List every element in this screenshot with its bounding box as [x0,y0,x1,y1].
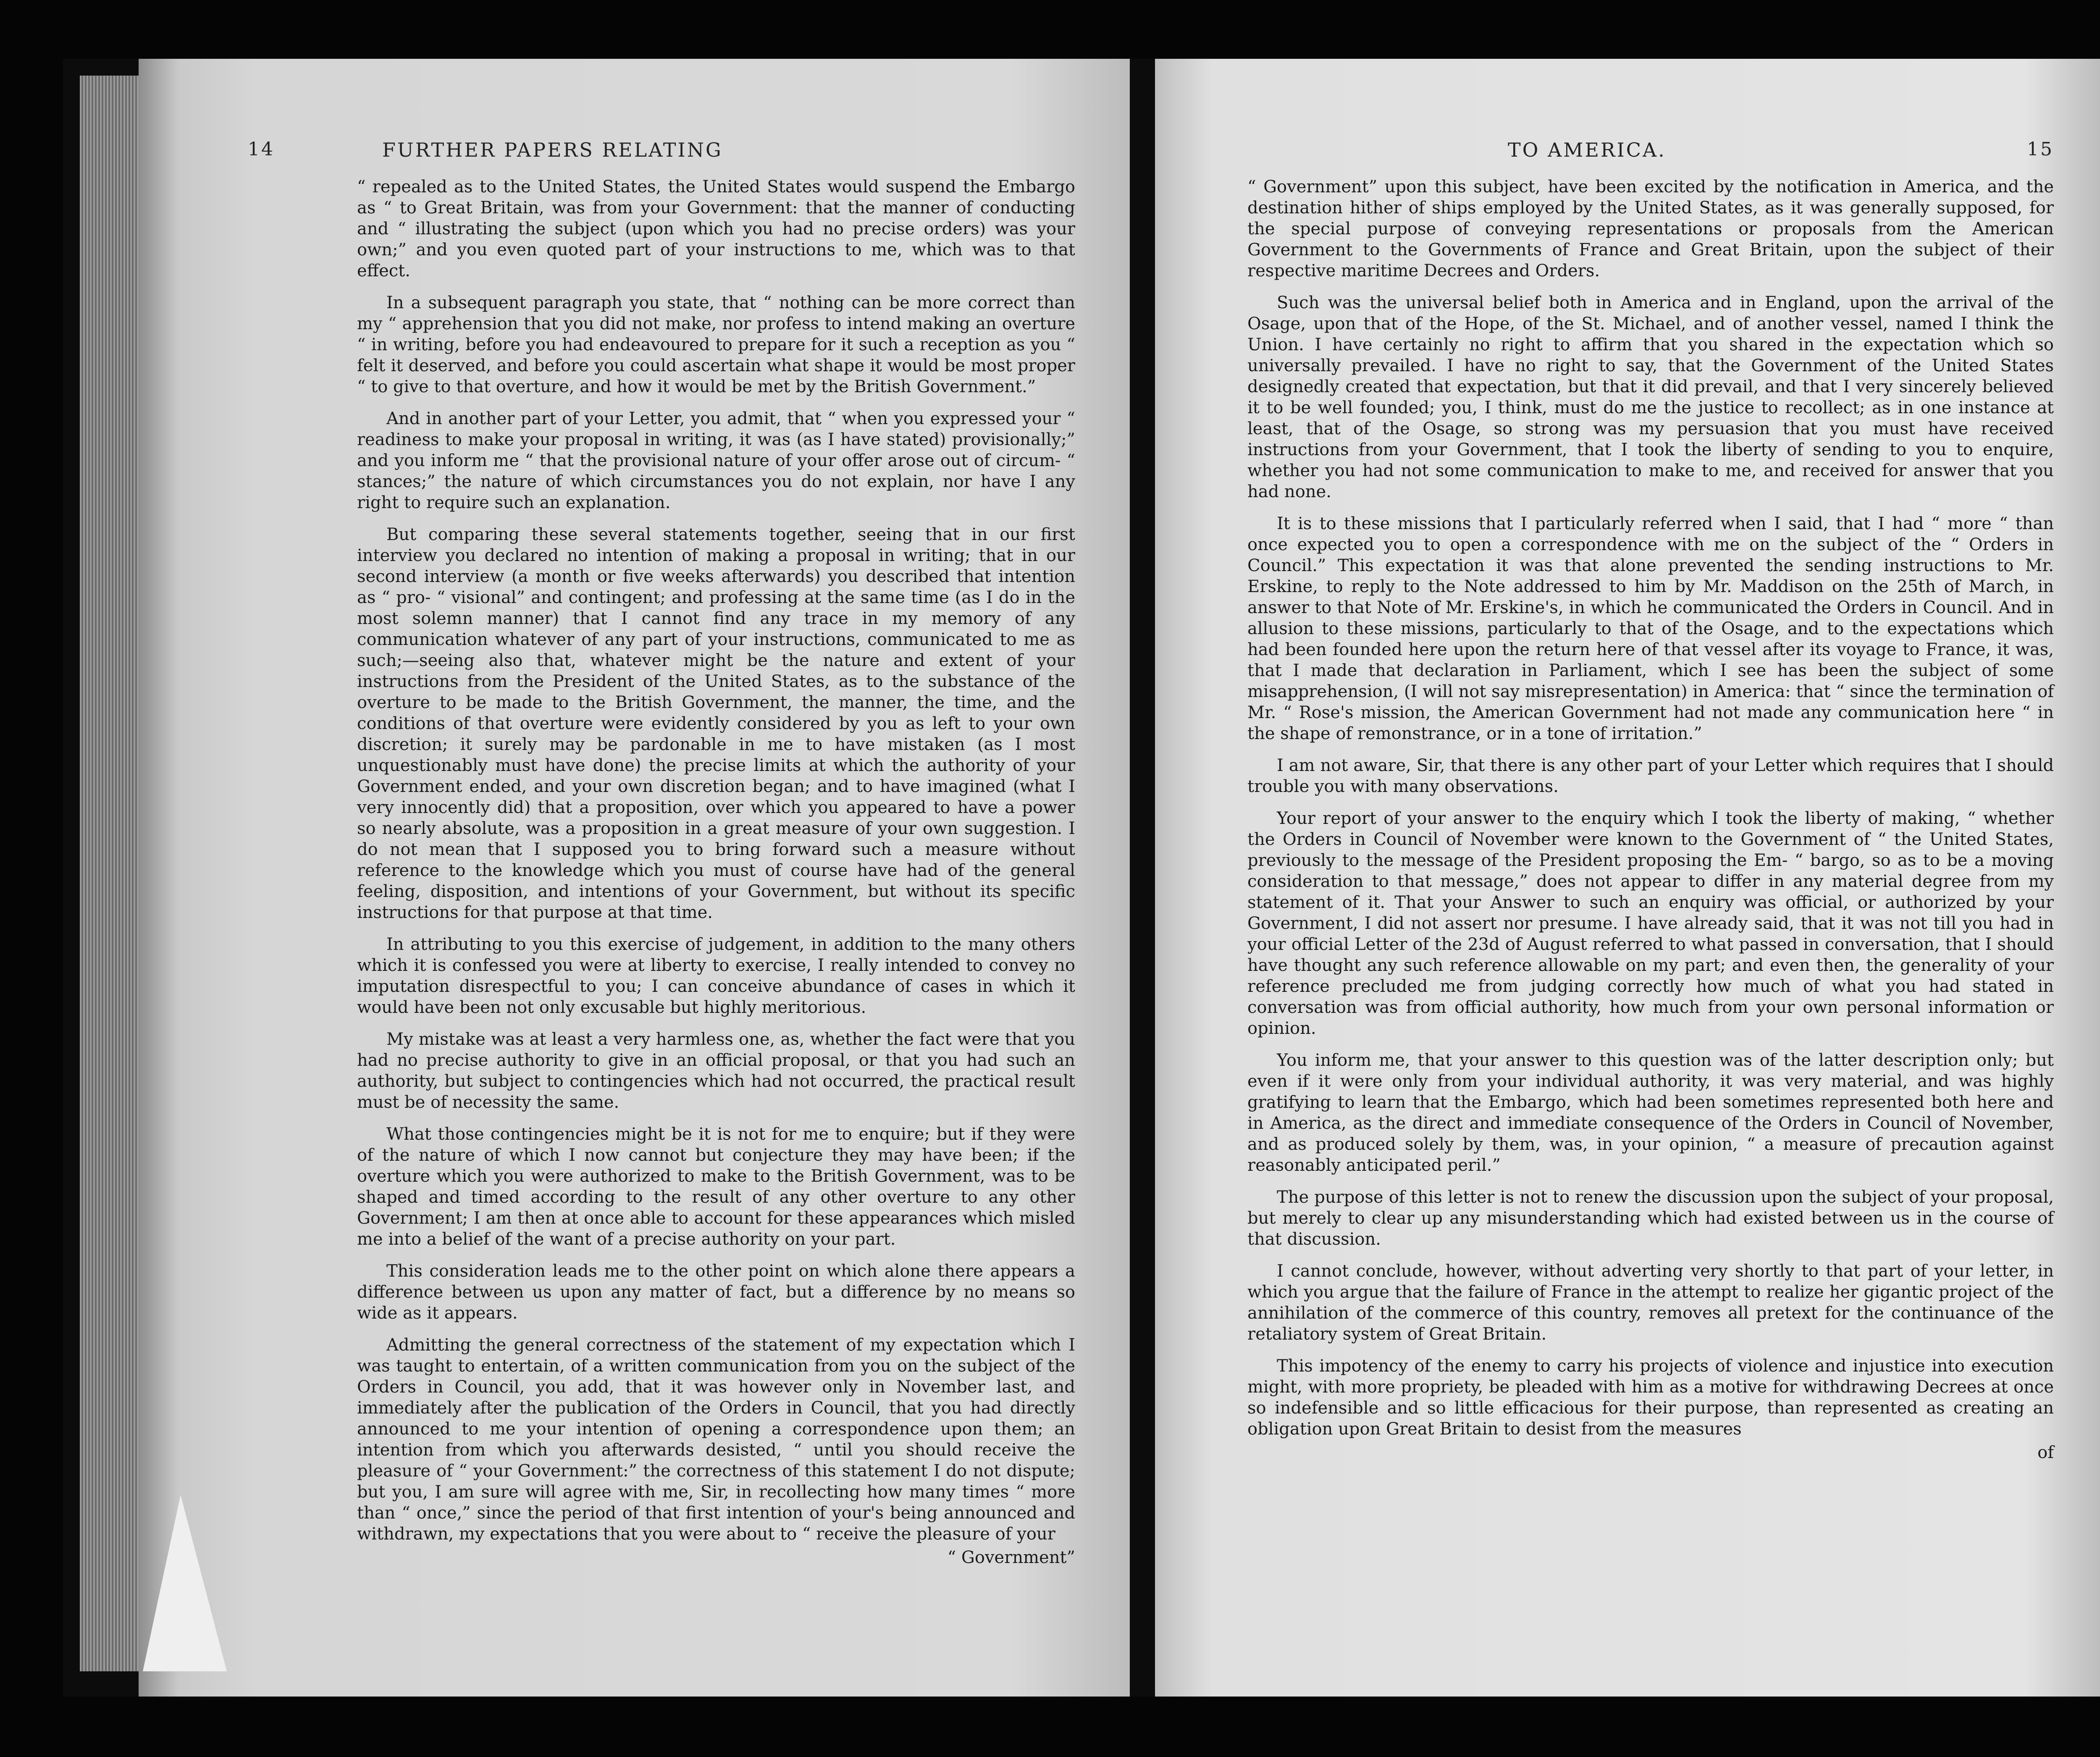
right-paragraph: I am not aware, Sir, that there is any other part of your Letter which requires that I should trouble you with many observations. [1247,756,2054,796]
right-paragraph: I cannot conclude, however, without adverting very shortly to that part of your letter, in which you argue that the failure of France in the attempt to realize her gigantic project of the annihilation of the commerce of this country, removes all pretext for the continuance of the retaliatory system of Great Britain. [1247,1261,2054,1344]
left-paragraph: This consideration leads me to the other point on which alone there appears a difference between us upon any matter of fact, but a difference by no means so wide as it appears. [357,1261,1075,1323]
right-paragraph: Such was the universal belief both in America and in England, upon the arrival of the Osage, upon that of the Hope, of the St. Michael, and of another vessel, named I think the Union. I have certainly no right to affirm that you shared in the expectation which so universally prevailed. I have no right to say, that the Government of the United States designedly created that expectation, but that it did prevail, and that I very sincerely believed it to be well founded; you, I think, must do me the justice to recollect; as in one instance at least, that of the Osage, so strong was my persuasion that you must have received instructions from your Government, that I took the liberty of sending to you to enquire, whether you had not some communication to make to me, and received for answer that you had none. [1247,293,2054,501]
left-paragraph: “ repealed as to the United States, the United States would suspend the Embargo as “ to Great Britain, was from your Government: that the manner of conducting and “ illustrating the subject (upon which you had no precise orders) was your own;” and you even quoted part of your instructions to me, which was to that effect. [357,177,1075,281]
left-paragraph: And in another part of your Letter, you admit, that “ when you expressed your “ readiness to make your proposal in writing, it was (as I have stated) provisionally;” and you inform me “ that the provisional nature of your offer arose out of circum- “ stances;” the nature of which circumstances you do not explain, nor have I any right to require such an explanation. [357,409,1075,512]
right-paragraph: You inform me, that your answer to this question was of the latter description only; but even if it were only from your individual authority, it was very material, and was highly gratifying to learn that the Embargo, which had been sometimes represented both here and in America, as the direct and immediate consequence of the Orders in Council of November, and as produced solely by them, was, in your opinion, “ a measure of precaution against reasonably anticipated peril.” [1247,1051,2054,1175]
right-paragraph: It is to these missions that I particularly referred when I said, that I had “ more “ than once expected you to open a correspondence with me on the subject of the “ Orders in Council.” This expectation it was that alone prevented the sending instructions to Mr. Erskine, to reply to the Note addressed to him by Mr. Maddison on the 25th of March, in answer to that Note of Mr. Erskine's, in which he communicated the Orders in Council. And in allusion to these missions, particularly to that of the Osage, and to the expectations which had been founded here upon the return here of that vessel after its voyage to France, it was, that I made that declaration in Parliament, which I see has been the subject of some misapprehension, (I will not say misrepresentation) in America: that “ since the termination of Mr. “ Rose's mission, the American Government had not made any communication here “ in the shape of remonstrance, or in a tone of irritation.” [1247,514,2054,743]
left-catchword: “ Government” [947,1548,1075,1567]
left-running-head: FURTHER PAPERS RELATING [382,139,723,161]
right-page-header [1247,139,2054,176]
right-page-number: 15 [2027,139,2054,160]
left-paragraph: In a subsequent paragraph you state, that “ nothing can be more correct than my “ apprehension that you did not make, nor profess to intend making an overture “ in writing, before you had endeavoured to prepare for it such a reception as you “ felt it deserved, and before you could ascertain what shape it would be most proper “ to give to that overture, and how it would be met by the British Government.” [357,293,1075,396]
right-paragraph: The purpose of this letter is not to renew the discussion upon the subject of your proposal, but merely to clear up any misunderstanding which had existed between us in the course of that discussion. [1247,1188,2054,1249]
left-paragraph: What those contingencies might be it is not for me to enquire; but if they were of the nature of which I now cannot but conjecture they may have been; if the overture which you were authorized to make to the British Government, was to be shaped and timed according to the result of any other overture to any other Government; I am then at once able to account for these appearances which misled me into a belief of the want of a precise authority on your part. [357,1125,1075,1249]
left-paragraph: In attributing to you this exercise of judgement, in addition to the many others which it is confessed you were at liberty to exercise, I really intended to convey no imputation disrespectful to you; I can conceive abundance of cases in which it would have been not only excusable but highly meritorious. [357,935,1075,1017]
right-paragraph: “ Government” upon this subject, have been excited by the notification in America, and the destination hither of ships employed by the United States, as it was generally supposed, for the special purpose of conveying representations or proposals from the American Government to the Governments of France and Great Britain, upon the subject of their respective maritime Decrees and Orders. [1247,177,2054,281]
right-paragraph: This impotency of the enemy to carry his projects of violence and injustice into execution might, with more propriety, be pleaded with him as a motive for withdrawing Decrees at once so indefensible and so little efficacious for their purpose, than represented as creating an obligation upon Great Britain to desist from the measures [1247,1356,2054,1439]
left-page-edges [80,76,139,1671]
left-page-number: 14 [248,139,275,160]
left-page-header [248,139,1075,176]
open-book [63,59,2100,1697]
right-catchword: of [2037,1443,2054,1462]
right-running-head: TO AMERICA. [1508,139,1666,161]
right-page [1155,59,2100,1697]
left-paragraph: My mistake was at least a very harmless one, as, whether the fact were that you had no precise authority to give in an official proposal, or that you had such an authority, but subject to contingencies which had not occurred, the practical result must be of necessity the same. [357,1030,1075,1112]
right-paragraph: Your report of your answer to the enquiry which I took the liberty of making, “ whether the Orders in Council of November were known to the Government of “ the United States, previously to the message of the President proposing the Em- “ bargo, so as to be a moving consideration to that message,” does not appear to differ in any material degree from my statement of it. That your Answer to such an enquiry was official, or authorized by your Government, I did not assert nor presume. I have already said, that it was not till you had in your official Letter of the 23d of August referred to what passed in conversation, that I should have thought any such reference allowable on my part; and even then, the generality of your reference precluded me from judging correctly how much of what you had stated in conversation was from official authority, how much from your own personal information or opinion. [1247,809,2054,1038]
pen-tip-icon [143,1495,227,1671]
left-paragraph: Admitting the general correctness of the statement of my expectation which I was taught to entertain, of a written communication from you on the subject of the Orders in Council, you add, that it was however only in November last, and immediately after the publication of the Orders in Council, that you had directly announced to me your intention of opening a correspondence upon them; an intention from which you afterwards desisted, “ until you should receive the pleasure of “ your Government:” the correctness of this statement I do not dispute; but you, I am sure will agree with me, Sir, in recollecting how many times “ more than “ once,” since the period of that first intention of your's being announced and withdrawn, my expectations that you were about to “ receive the pleasure of your [357,1335,1075,1544]
left-paragraph: But comparing these several statements together, seeing that in our first interview you declared no intention of making a proposal in writing; that in our second interview (a month or five weeks afterwards) you described that intention as “ pro- “ visional” and contingent; and professing at the same time (as I do in the most solemn manner) that I cannot find any trace in my memory of any communication whatever of any part of your instructions, communicated to me as such;—seeing also that, whatever might be the nature and extent of your instructions from the President of the United States, as to the substance of the overture to be made to the British Government, the manner, the time, and the conditions of that overture were evidently considered by you as left to your own discretion; it surely may be pardonable in me to have mistaken (as I most unquestionably must have done) the precise limits at which the authority of your Government ended, and your own discretion began; and to have imagined (what I very innocently did) that a proposition, over which you appeared to have a power so nearly absolute, was a proposition in a great measure of your own suggestion. I do not mean that I supposed you to bring forward such a measure without reference to the knowledge which you must of course have had of the general feeling, disposition, and intentions of your Government, but without its specific instructions for that purpose at that time. [357,525,1075,922]
left-page [139,59,1130,1697]
